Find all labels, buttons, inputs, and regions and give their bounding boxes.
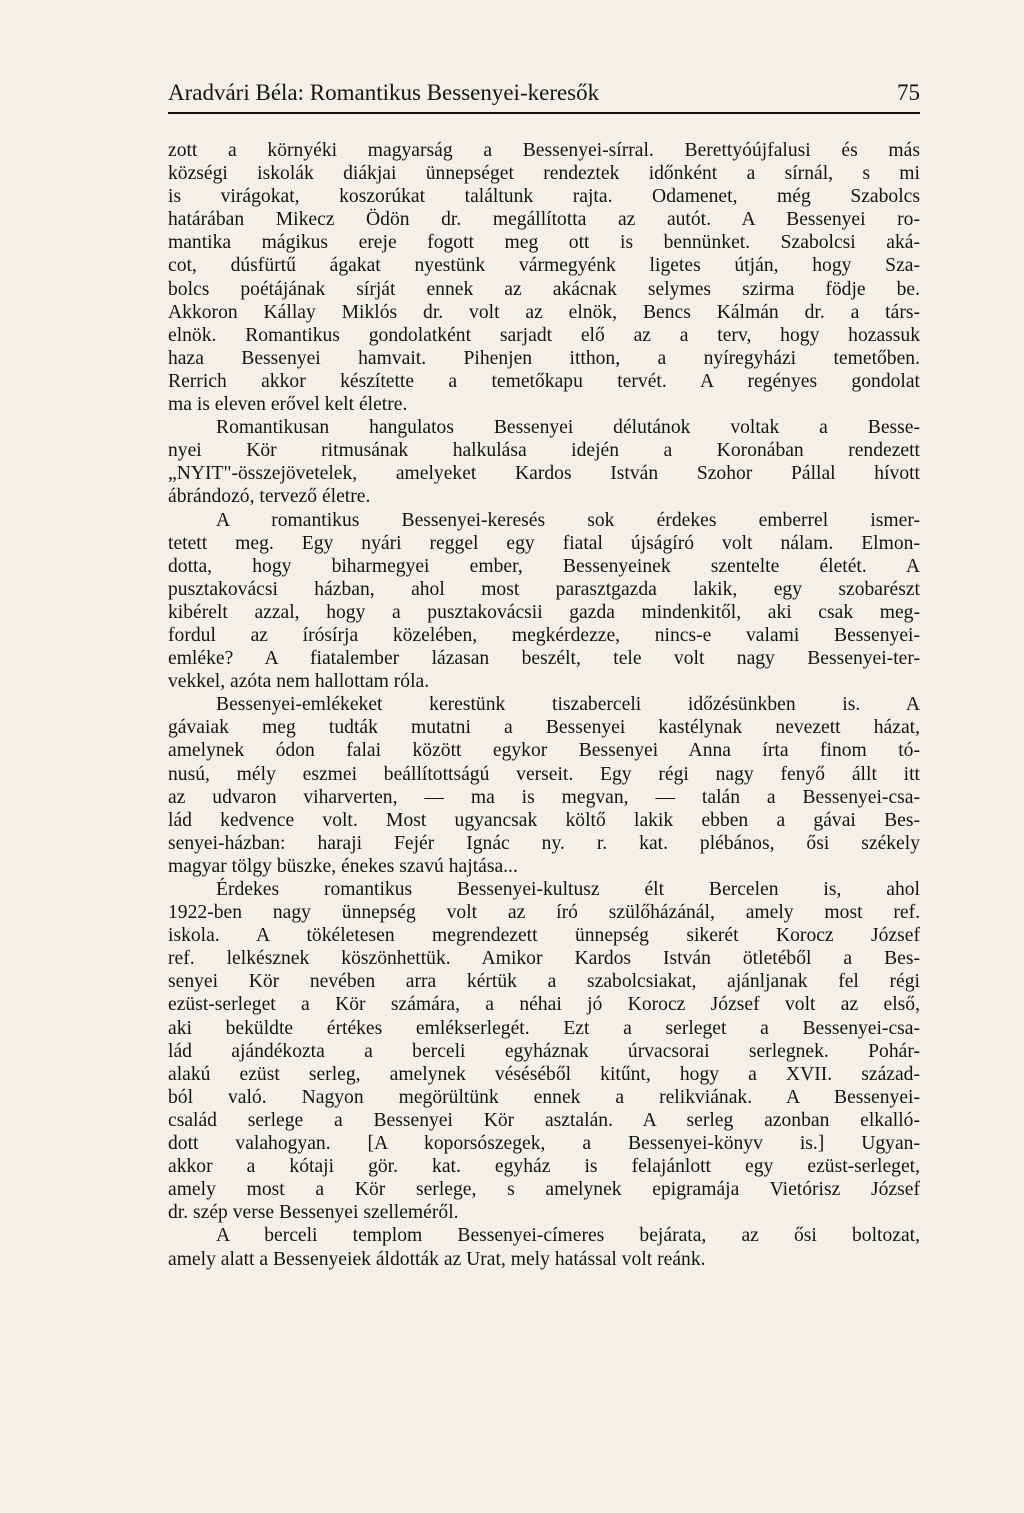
text-line: 1922-ben nagy ünnepség volt az író szülőházánál, amely most ref. xyxy=(168,902,920,924)
paragraph xyxy=(168,878,920,1224)
paragraph xyxy=(168,509,920,694)
text-line: gávaiak meg tudták mutatni a Bessenyei kastélynak nevezett házat, xyxy=(168,717,920,739)
text-line: ref. lelkésznek köszönhettük. Amikor Kardos István ötletéből a Bes- xyxy=(168,948,920,970)
text-line: fordul az írósírja közelében, megkérdezze, nincs-e valami Bessenyei- xyxy=(168,624,920,646)
text-line: Bessenyei-emlékeket kerestünk tiszaberceli időzésünkben is. A xyxy=(216,694,920,716)
text-line: bolcs poétájának sírját ennek az akácnak selymes szirma födje be. xyxy=(168,278,920,300)
text-line: is virágokat, koszorúkat találtunk rajta. Odamenet, még Szabolcs xyxy=(168,186,920,208)
text-line: senyei Kör nevében arra kértük a szabolcsiakat, ajánljanak fel régi xyxy=(168,971,920,993)
text-line: lád kedvence volt. Most ugyancsak költő lakik ebben a gávai Bes- xyxy=(168,809,920,831)
text-line: haza Bessenyei hamvait. Pihenjen itthon, a nyíregyházi temetőben. xyxy=(168,347,920,369)
text-line: ból való. Nagyon megörültünk ennek a relikviának. A Bessenyei- xyxy=(168,1086,920,1108)
text-line: Akkoron Kállay Miklós dr. volt az elnök, Bencs Kálmán dr. a társ- xyxy=(168,301,920,323)
page-number: 75 xyxy=(897,80,920,105)
text-line: dotta, hogy biharmegyei ember, Bessenyeinek szentelte életét. A xyxy=(168,555,920,577)
text-line: amelynek ódon falai között egykor Bessenyei Anna írta finom tó- xyxy=(168,740,920,762)
running-header xyxy=(168,78,920,114)
text-line: senyei-házban: haraji Fejér Ignác ny. r. kat. plébános, ősi székely xyxy=(168,832,920,854)
text-line: határában Mikecz Ödön dr. megállította az autót. A Bessenyei ro- xyxy=(168,209,920,231)
text-line: iskola. A tökéletesen megrendezett ünnepség sikerét Korocz József xyxy=(168,925,920,947)
text-line: cot, dúsfürtű ágakat nyestünk vármegyénk ligetes útján, hogy Sza- xyxy=(168,255,920,277)
text-line: lád ajándékozta a berceli egyháznak úrvacsorai serlegnek. Pohár- xyxy=(168,1040,920,1062)
text-line: magyar tölgy büszke, énekes szavú hajtása... xyxy=(168,855,518,877)
text-line: család serlege a Bessenyei Kör asztalán. A serleg azonban elkalló- xyxy=(168,1109,920,1131)
text-line: Érdekes romantikus Bessenyei-kultusz élt Bercelen is, ahol xyxy=(216,879,920,900)
text-line: vekkel, azóta nem hallottam róla. xyxy=(168,671,430,693)
text-line: nusú, mély eszmei beállítottságú verseit. Egy régi nagy fenyő állt itt xyxy=(168,763,920,785)
text-line: aki beküldte értékes emlékserlegét. Ezt a serleget a Bessenyei-csa- xyxy=(168,1017,920,1039)
text-line: nyei Kör ritmusának halkulása idején a Koronában rendezett xyxy=(168,440,920,462)
paragraph xyxy=(168,416,920,508)
paragraph xyxy=(168,139,920,416)
text-line: dr. szép verse Bessenyei szelleméről. xyxy=(168,1202,459,1224)
text-line: Romantikusan hangulatos Bessenyei délutánok voltak a Besse- xyxy=(216,417,920,439)
text-line: kibérelt azzal, hogy a pusztakovácsii gazda mindenkitől, aki csak meg- xyxy=(168,601,920,623)
text-line: községi iskolák diákjai ünnepséget rendeztek időnként a sírnál, s mi xyxy=(168,163,920,185)
text-line: ezüst-serleget a Kör számára, a néhai jó Korocz József volt az első, xyxy=(168,994,920,1016)
text-line: A berceli templom Bessenyei-címeres bejárata, az ősi boltozat, xyxy=(216,1225,920,1247)
text-line: az udvaron viharverten, — ma is megvan, — talán a Bessenyei-csa- xyxy=(168,786,920,808)
text-line: elnök. Romantikus gondolatként sarjadt elő az a terv, hogy hozassuk xyxy=(168,324,920,346)
text-line: alakú ezüst serleg, amelynek véséséből kitűnt, hogy a XVII. század- xyxy=(168,1063,920,1085)
text-line: pusztakovácsi házban, ahol most parasztgazda lakik, egy szobarészt xyxy=(168,578,920,600)
text-line: zott a környéki magyarság a Bessenyei-sírral. Berettyóújfalusi és más xyxy=(168,140,920,161)
text-line: amely alatt a Bessenyeiek áldották az Urat, mely hatással volt reánk. xyxy=(168,1248,706,1270)
text-line: mantika mágikus ereje fogott meg ott is bennünket. Szabolcsi aká- xyxy=(168,232,920,254)
text-line: tetett meg. Egy nyári reggel egy fiatal újságíró volt nálam. Elmon- xyxy=(168,532,920,554)
text-line: ma is eleven erővel kelt életre. xyxy=(168,394,408,416)
text-line: A romantikus Bessenyei-keresés sok érdekes emberrel ismer- xyxy=(216,509,920,531)
paragraph xyxy=(168,1224,920,1270)
body-text xyxy=(168,139,920,1271)
text-line: amely most a Kör serlege, s amelynek epigramája Vietórisz József xyxy=(168,1179,920,1201)
text-line: akkor a kótaji gör. kat. egyház is felajánlott egy ezüst-serleget, xyxy=(168,1156,920,1178)
text-line: Rerrich akkor készítette a temetőkapu tervét. A regényes gondolat xyxy=(168,370,920,392)
text-line: ábrándozó, tervező életre. xyxy=(168,486,371,508)
text-line: dott valahogyan. [A koporsószegek, a Bessenyei-könyv is.] Ugyan- xyxy=(168,1133,920,1155)
text-line: „NYIT"-összejövetelek, amelyeket Kardos István Szohor Pállal hívott xyxy=(168,463,920,485)
text-line: emléke? A fiatalember lázasan beszélt, tele volt nagy Bessenyei-ter- xyxy=(168,648,920,670)
paragraph xyxy=(168,693,920,878)
running-title: Aradvári Béla: Romantikus Bessenyei-keresők xyxy=(168,80,600,105)
